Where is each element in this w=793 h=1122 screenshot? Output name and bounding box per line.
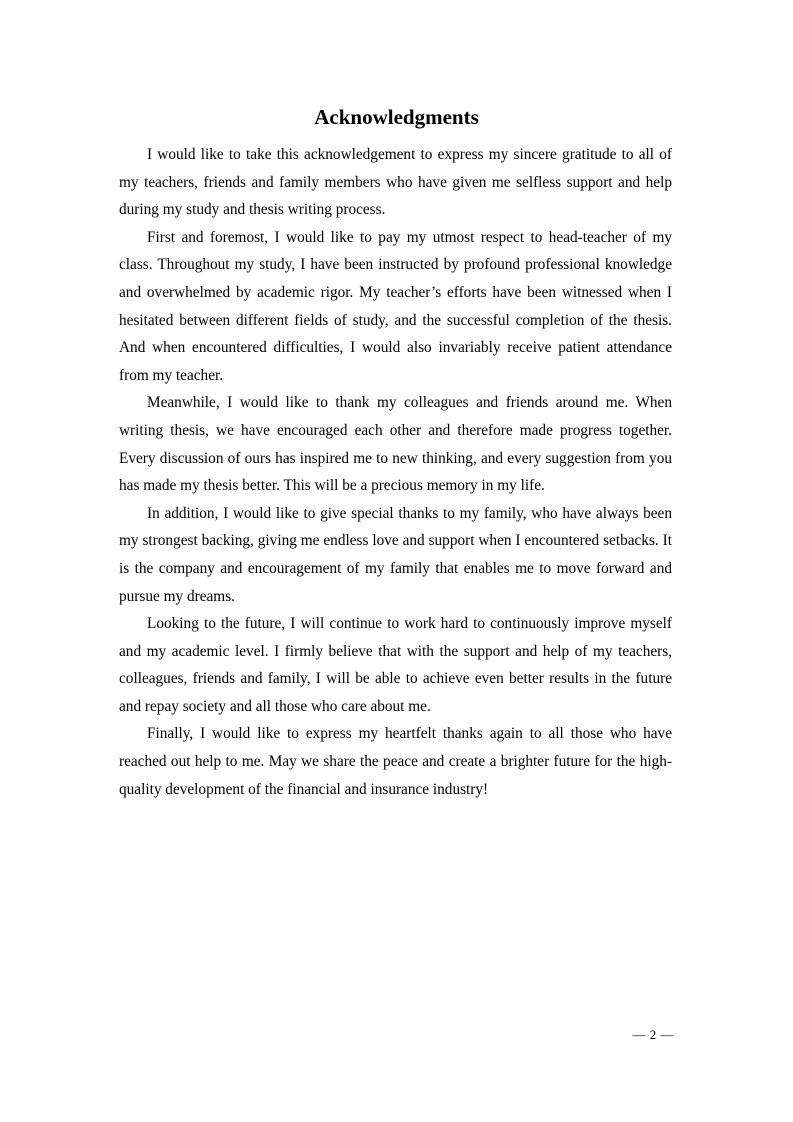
paragraph-teacher: First and foremost, I would like to pay my utmost respect to head-teacher of my class. Throughout my study, I have been instructed by profound professional knowledge and overwhelmed by academic rigor. My teacher’s efforts have been witnessed when I hesitated between different fields of study, and the successful completion of the thesis. And when encountered difficulties, I would also invariably receive patient attendance from my teacher. [119,228,672,384]
paragraph-closing: Finally, I would like to express my heartfelt thanks again to all those who have reached out help to me. May we share the peace and create a brighter future for the high-quality development of the financial and insurance industry! [119,725,672,798]
page-title: Acknowledgments [314,105,479,129]
paragraph-family: In addition, I would like to give special thanks to my family, who have always been my strongest backing, giving me endless love and support when I encountered setbacks. It is the company and encouragement of my family that enables me to move forward and pursue my dreams. [119,504,672,605]
paragraph-future: Looking to the future, I will continue to work hard to continuously improve myself and my academic level. I firmly believe that with the support and help of my teachers, colleagues, friends and family, I will be able to achieve even better results in the future and repay society and all those who care about me. [119,615,672,715]
paragraph-colleagues: Meanwhile, I would like to thank my colleagues and friends around me. When writing thesis, we have encouraged each other and therefore made progress together. Every discussion of ours has inspired me to new thinking, and every suggestion from you has made my thesis better. This will be a precious memory in my life. [119,394,672,495]
acknowledgments-body [119,141,672,803]
page-number: — 2 — [632,1027,674,1042]
paragraph-intro: I would like to take this acknowledgement to express my sincere gratitude to all of my teachers, friends and family members who have given me selfless support and help during my study and thesis writing process. [119,146,672,219]
